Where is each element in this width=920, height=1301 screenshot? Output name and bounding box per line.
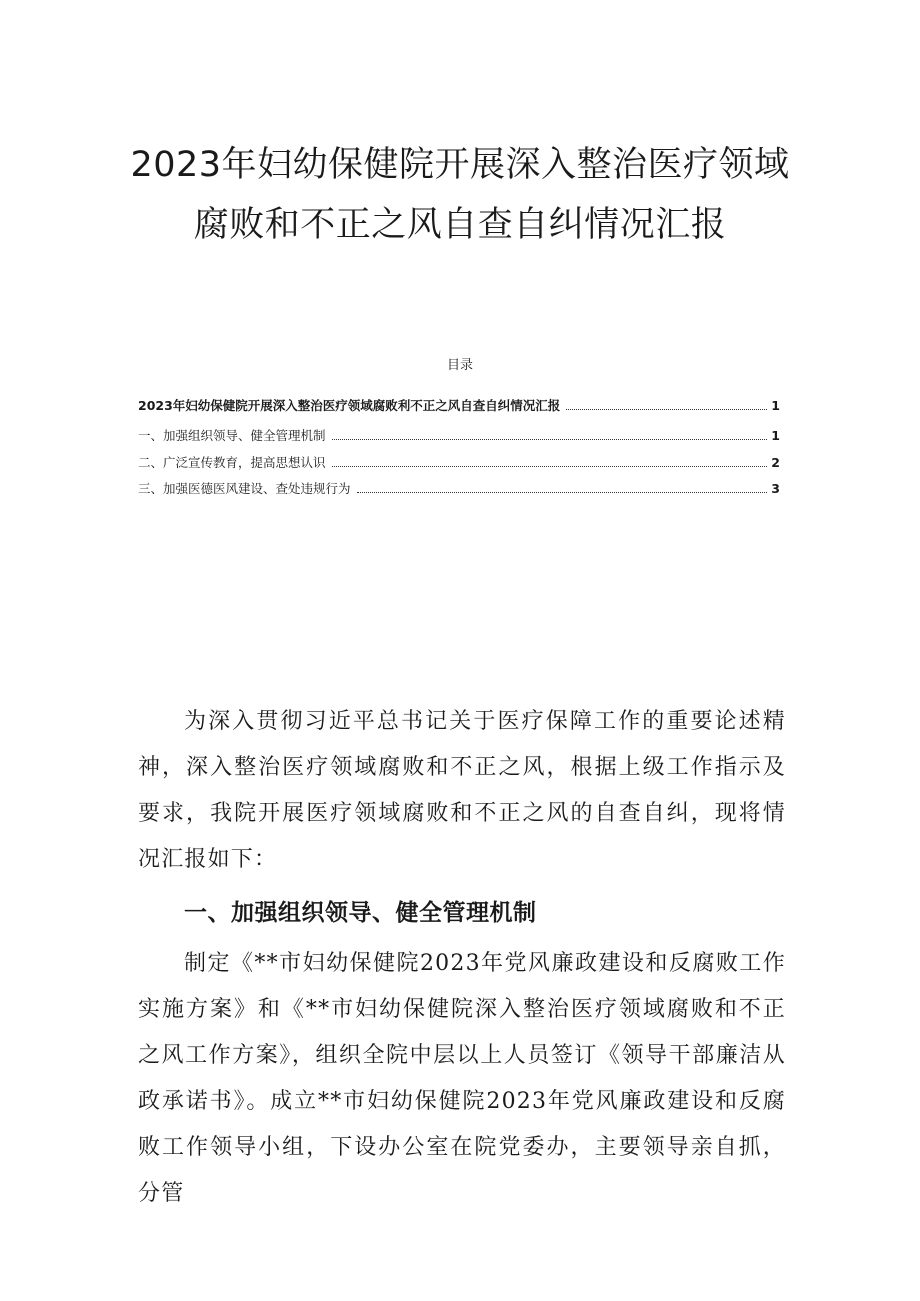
toc-entry-page: 1 [771, 398, 780, 413]
toc-leader-dots [357, 492, 768, 493]
toc-entry-page: 3 [771, 481, 780, 496]
toc-entry[interactable] [138, 480, 780, 498]
section-1-paragraph: 制定《**市妇幼保健院2023年党风廉政建设和反腐败工作实施方案》和《**市妇幼保健院深入整治医疗领域腐败和不正之风工作方案》，组织全院中层以上人员签订《领导干部廉洁从政承诺书》。成立**市妇幼保健院2023年党风廉政建设和反腐败工作领导小组，下设办公室在院党委办，主要领导亲自抓，分管 [138, 951, 786, 1206]
document-title-line-1: 2023年妇幼保健院开展深入整治医疗领域 [130, 145, 790, 185]
toc-entry-text: 2023年妇幼保健院开展深入整治医疗领域腐败利不正之风自查自纠情况汇报 [138, 398, 561, 413]
toc-leader-dots [332, 466, 768, 467]
section-1-heading: 一、加强组织领导、健全管理机制 [184, 900, 537, 926]
toc-entry[interactable] [138, 397, 780, 415]
toc-entry[interactable] [138, 427, 780, 445]
intro-paragraph: 为深入贯彻习近平总书记关于医疗保障工作的重要论述精神，深入整治医疗领域腐败和不正之风，根据上级工作指示及要求，我院开展医疗领域腐败和不正之风的自查自纠，现将情况汇报如下： [138, 709, 786, 872]
toc-leader-dots [566, 409, 767, 410]
table-of-contents [138, 397, 780, 507]
toc-leader-dots [332, 439, 768, 440]
document-title-line-2: 腐败和不正之风自查自纠情况汇报 [193, 205, 727, 245]
toc-entry-page: 2 [771, 454, 780, 470]
toc-entry-text: 二、广泛宣传教育，提高思想认识 [138, 454, 326, 470]
toc-entry[interactable] [138, 454, 780, 472]
toc-entry-page: 1 [771, 428, 780, 443]
toc-entry-text: 一、加强组织领导、健全管理机制 [138, 428, 326, 443]
toc-entry-text: 三、加强医德医风建设、查处违规行为 [138, 481, 351, 496]
toc-heading: 目录 [446, 358, 473, 373]
